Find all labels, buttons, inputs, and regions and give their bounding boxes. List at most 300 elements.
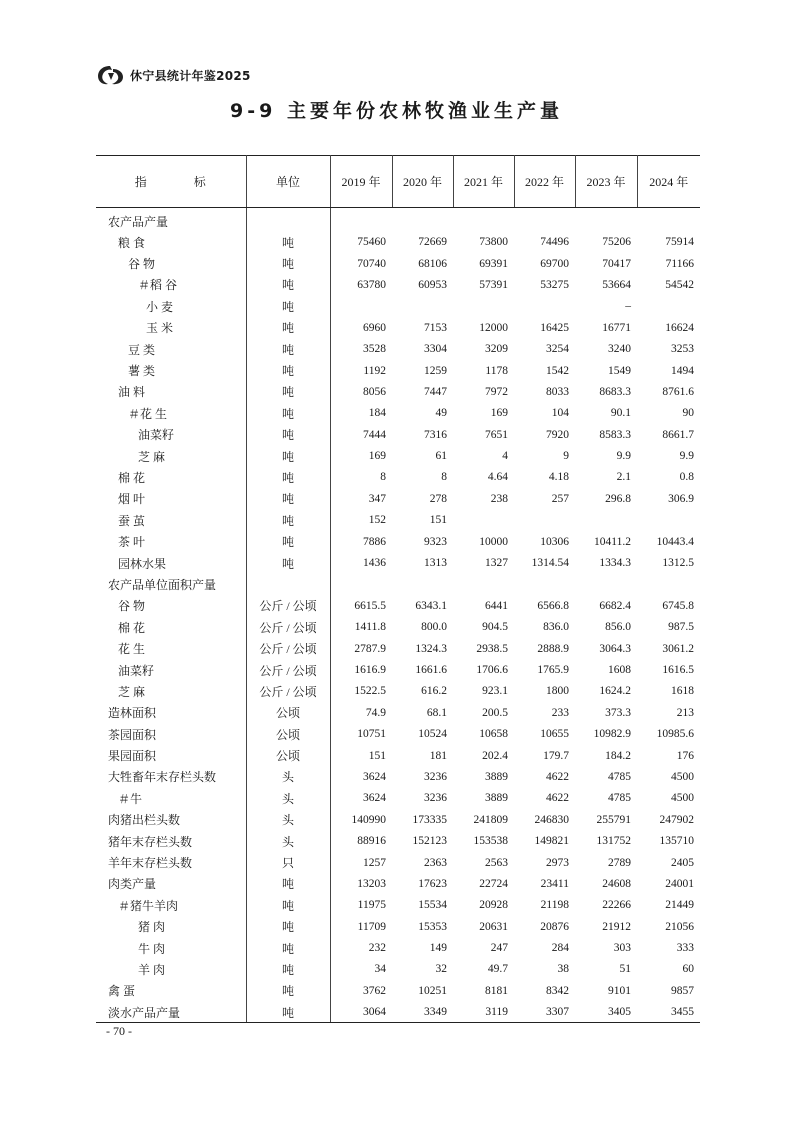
row-indicator: 棉 花 [118, 620, 146, 635]
value-cell: 2787.9 [354, 642, 386, 655]
row-indicator: 小 麦 [146, 299, 174, 314]
value-cell: 10751 [357, 728, 386, 741]
table-row [96, 531, 700, 552]
value-cell: 1616.5 [662, 664, 694, 676]
value-cell [453, 574, 514, 595]
value-cell: 4622 [546, 770, 569, 783]
value-cell: 4785 [608, 770, 631, 783]
row-unit: 吨 [246, 424, 330, 445]
value-cell: 149821 [534, 835, 569, 848]
value-cell: 3455 [637, 1002, 700, 1023]
value-cell: 72669 [418, 236, 447, 249]
value-cell: 11975 [357, 899, 386, 912]
table-row [96, 937, 700, 958]
value-cell: 69391 [479, 257, 508, 270]
row-indicator: 玉 米 [146, 321, 174, 336]
value-cell: 7886 [363, 535, 386, 548]
value-cell: 1624.2 [599, 685, 631, 698]
value-cell: 333 [676, 942, 694, 955]
value-cell: 8181 [485, 984, 508, 997]
value-cell: 3624 [363, 792, 386, 805]
row-indicator: ＃稻 谷 [138, 278, 178, 293]
table-row [96, 830, 700, 851]
value-cell: 246830 [534, 813, 569, 826]
table-row [96, 788, 700, 809]
value-cell [637, 296, 700, 317]
value-cell: 3236 [424, 792, 447, 805]
value-cell: 7447 [424, 385, 447, 398]
table-row [96, 852, 700, 873]
value-cell: 151 [429, 514, 447, 527]
value-cell: 4.18 [548, 471, 569, 484]
table-header-row [96, 156, 700, 208]
row-indicator: 猪 肉 [138, 920, 166, 935]
value-cell: 68.1 [426, 706, 447, 719]
row-unit: 吨 [246, 552, 330, 573]
header-year-2024: 2024 年 [637, 156, 700, 208]
value-cell: 2973 [546, 856, 569, 869]
header-year-2019: 2019 年 [330, 156, 392, 208]
value-cell [453, 208, 514, 232]
row-unit: 吨 [246, 510, 330, 531]
row-unit: 吨 [246, 274, 330, 295]
row-indicator: 花 生 [118, 642, 146, 657]
value-cell: 1334.3 [599, 557, 631, 570]
value-cell: 74.9 [365, 706, 386, 719]
value-cell: 68106 [418, 257, 447, 270]
value-cell [637, 510, 700, 531]
table-row [96, 360, 700, 381]
value-cell: 2405 [671, 856, 694, 869]
value-cell: 4 [502, 450, 508, 463]
row-unit: 头 [246, 766, 330, 787]
value-cell: 75460 [357, 236, 386, 249]
value-cell: 3307 [514, 1002, 575, 1023]
row-indicator: 谷 物 [128, 257, 156, 272]
row-indicator: 茶园面积 [108, 727, 157, 742]
value-cell: 836.0 [543, 621, 569, 634]
value-cell [330, 296, 392, 317]
row-indicator: 油菜籽 [118, 663, 155, 678]
row-indicator: 茶 叶 [118, 535, 146, 550]
row-unit: 吨 [246, 381, 330, 402]
value-cell: 9101 [608, 984, 631, 997]
value-cell: 184.2 [605, 749, 631, 762]
value-cell: 800.0 [421, 621, 447, 634]
value-cell: 284 [551, 942, 569, 955]
value-cell: 2563 [485, 856, 508, 869]
row-indicator: 蚕 茧 [118, 513, 146, 528]
row-unit: 吨 [246, 895, 330, 916]
value-cell [453, 296, 514, 317]
row-indicator: 农产品单位面积产量 [108, 577, 217, 592]
row-indicator: 肉猪出栏头数 [108, 813, 181, 828]
value-cell: 15534 [418, 899, 447, 912]
row-indicator: 粮 食 [118, 235, 146, 250]
value-cell: 1192 [363, 364, 386, 377]
value-cell: 70417 [602, 257, 631, 270]
value-cell: 140990 [351, 813, 386, 826]
row-indicator: 羊年末存栏头数 [108, 856, 193, 871]
value-cell: 53275 [540, 278, 569, 291]
value-cell [514, 574, 575, 595]
row-unit: 吨 [246, 445, 330, 466]
row-unit: 吨 [246, 937, 330, 958]
table-row [96, 338, 700, 359]
table-row [96, 381, 700, 402]
value-cell: 6343.1 [415, 599, 447, 612]
value-cell: 1618 [671, 685, 694, 698]
table-row [96, 552, 700, 573]
row-indicator: 棉 花 [118, 470, 146, 485]
value-cell [575, 510, 637, 531]
value-cell: 22266 [602, 899, 631, 912]
table-row [96, 638, 700, 659]
table-row [96, 895, 700, 916]
value-cell: 1522.5 [354, 685, 386, 698]
value-cell: 6745.8 [662, 599, 694, 612]
table-row [96, 424, 700, 445]
value-cell: 176 [676, 749, 694, 762]
table-row [96, 723, 700, 744]
value-cell: 1542 [546, 364, 569, 377]
row-unit: 吨 [246, 1002, 330, 1023]
row-unit [246, 208, 330, 232]
value-cell: 200.5 [482, 706, 508, 719]
value-cell: 7153 [424, 321, 447, 334]
value-cell [514, 296, 575, 317]
value-cell: 53664 [602, 278, 631, 291]
value-cell: 1257 [363, 856, 386, 869]
value-cell: 4785 [608, 792, 631, 805]
value-cell [575, 208, 637, 232]
value-cell: 88916 [357, 835, 386, 848]
row-indicator: 羊 肉 [138, 962, 166, 977]
value-cell: 24608 [602, 877, 631, 890]
value-cell: 1324.3 [415, 642, 447, 655]
value-cell [637, 574, 700, 595]
table-row [96, 916, 700, 937]
table-row [96, 510, 700, 531]
value-cell: 8583.3 [599, 428, 631, 441]
value-cell: 10655 [540, 728, 569, 741]
statistics-table [96, 155, 700, 1023]
table-row [96, 403, 700, 424]
value-cell: 1312.5 [662, 557, 694, 570]
table-row [96, 595, 700, 616]
header-unit: 单位 [246, 156, 330, 208]
value-cell: 3064 [330, 1002, 392, 1023]
table-row [96, 617, 700, 638]
value-cell: 16771 [602, 321, 631, 334]
value-cell: 3253 [671, 343, 694, 356]
row-indicator: 牛 肉 [138, 941, 166, 956]
row-unit: 吨 [246, 232, 330, 253]
value-cell: 90.1 [610, 407, 631, 420]
value-cell: 10000 [479, 535, 508, 548]
page-header [96, 62, 251, 88]
row-unit: 头 [246, 809, 330, 830]
header-year-2023: 2023 年 [575, 156, 637, 208]
table-row [96, 317, 700, 338]
header-indicator: 指 标 [96, 156, 246, 208]
value-cell: 3405 [575, 1002, 637, 1023]
value-cell: – [625, 300, 631, 313]
value-cell [514, 510, 575, 531]
value-cell: 2363 [424, 856, 447, 869]
value-cell: 10985.6 [656, 728, 694, 741]
value-cell: 7920 [546, 428, 569, 441]
value-cell: 2.1 [616, 471, 631, 484]
value-cell: 3349 [392, 1002, 453, 1023]
value-cell: 238 [490, 492, 508, 505]
row-unit: 吨 [246, 253, 330, 274]
value-cell: 169 [368, 450, 386, 463]
value-cell: 3624 [363, 770, 386, 783]
row-unit: 公斤 / 公顷 [246, 659, 330, 680]
value-cell: 169 [490, 407, 508, 420]
value-cell: 6566.8 [537, 599, 569, 612]
table-row [96, 745, 700, 766]
value-cell: 151 [368, 749, 386, 762]
value-cell: 69700 [540, 257, 569, 270]
value-cell: 4.64 [487, 471, 508, 484]
header-year-2022: 2022 年 [514, 156, 575, 208]
value-cell: 60 [682, 963, 694, 976]
value-cell: 57391 [479, 278, 508, 291]
value-cell: 152123 [412, 835, 447, 848]
row-unit: 公顷 [246, 702, 330, 723]
row-unit: 头 [246, 788, 330, 809]
row-unit [246, 574, 330, 595]
table-row [96, 467, 700, 488]
table-row [96, 766, 700, 787]
row-unit: 公斤 / 公顷 [246, 595, 330, 616]
table-body [96, 208, 700, 1023]
row-indicator: 肉类产量 [108, 877, 157, 892]
value-cell: 9.9 [679, 450, 694, 463]
row-unit: 吨 [246, 531, 330, 552]
value-cell: 153538 [473, 835, 508, 848]
value-cell: 1314.54 [531, 557, 569, 570]
value-cell [392, 574, 453, 595]
value-cell: 104 [551, 407, 569, 420]
value-cell: 90 [682, 407, 694, 420]
value-cell: 7444 [363, 428, 386, 441]
value-cell: 278 [429, 492, 447, 505]
header-year-2020: 2020 年 [392, 156, 453, 208]
table-row [96, 681, 700, 702]
row-unit: 吨 [246, 467, 330, 488]
row-unit: 公斤 / 公顷 [246, 681, 330, 702]
table-row [96, 873, 700, 894]
value-cell: 184 [368, 407, 386, 420]
value-cell: 3064.3 [599, 642, 631, 655]
value-cell: 61 [435, 450, 447, 463]
value-cell: 3209 [485, 343, 508, 356]
value-cell: 49 [435, 407, 447, 420]
table-row [96, 232, 700, 253]
value-cell: 1327 [485, 557, 508, 570]
page-number: - 70 - [106, 1024, 132, 1038]
value-cell: 6682.4 [599, 599, 631, 612]
value-cell: 8342 [546, 984, 569, 997]
value-cell: 54542 [665, 278, 694, 291]
value-cell: 202.4 [482, 749, 508, 762]
value-cell: 1765.9 [537, 664, 569, 676]
row-unit: 吨 [246, 916, 330, 937]
value-cell [392, 208, 453, 232]
value-cell: 987.5 [668, 621, 694, 634]
value-cell: 15353 [418, 920, 447, 933]
value-cell: 8033 [546, 385, 569, 398]
row-unit: 头 [246, 830, 330, 851]
value-cell: 3528 [363, 343, 386, 356]
value-cell: 3889 [485, 792, 508, 805]
value-cell: 9857 [671, 984, 694, 997]
value-cell: 9 [563, 450, 569, 463]
value-cell: 3762 [363, 984, 386, 997]
value-cell: 373.3 [605, 706, 631, 719]
value-cell: 247902 [659, 813, 694, 826]
value-cell: 7651 [485, 428, 508, 441]
value-cell: 75914 [665, 236, 694, 249]
value-cell: 233 [551, 706, 569, 719]
value-cell: 8683.3 [599, 385, 631, 398]
value-cell: 173335 [412, 813, 447, 826]
row-indicator: 造林面积 [108, 706, 157, 721]
value-cell: 8056 [363, 385, 386, 398]
value-cell: 51 [619, 963, 631, 976]
value-cell: 1616.9 [354, 664, 386, 676]
value-cell: 616.2 [421, 685, 447, 698]
value-cell: 73800 [479, 236, 508, 249]
value-cell: 21912 [602, 920, 631, 933]
value-cell: 241809 [473, 813, 508, 826]
value-cell: 20876 [540, 920, 569, 933]
row-indicator: 谷 物 [118, 599, 146, 614]
value-cell: 16624 [665, 321, 694, 334]
value-cell: 1608 [608, 664, 631, 676]
row-indicator: ＃牛 [118, 791, 143, 806]
table-row [96, 296, 700, 317]
value-cell: 923.1 [482, 685, 508, 698]
value-cell: 74496 [540, 236, 569, 249]
value-cell: 1549 [608, 364, 631, 377]
row-indicator: 烟 叶 [118, 492, 146, 507]
value-cell: 10524 [418, 728, 447, 741]
value-cell: 255791 [596, 813, 631, 826]
value-cell: 63780 [357, 278, 386, 291]
value-cell: 1313 [424, 557, 447, 570]
value-cell: 213 [676, 706, 694, 719]
value-cell: 1411.8 [354, 621, 386, 634]
row-indicator: 芝 麻 [118, 684, 146, 699]
row-unit: 吨 [246, 403, 330, 424]
value-cell [514, 208, 575, 232]
value-cell: 1661.6 [415, 664, 447, 676]
value-cell: 17623 [418, 877, 447, 890]
value-cell: 6960 [363, 321, 386, 334]
value-cell: 1706.6 [476, 664, 508, 676]
value-cell: 1800 [546, 685, 569, 698]
value-cell: 60953 [418, 278, 447, 291]
value-cell: 3889 [485, 770, 508, 783]
value-cell: 20928 [479, 899, 508, 912]
value-cell: 75206 [602, 236, 631, 249]
value-cell: 3304 [424, 343, 447, 356]
value-cell: 3240 [608, 343, 631, 356]
value-cell [330, 208, 392, 232]
value-cell: 4500 [671, 770, 694, 783]
value-cell: 10251 [418, 984, 447, 997]
row-unit: 只 [246, 852, 330, 873]
value-cell: 3061.2 [662, 642, 694, 655]
value-cell: 135710 [659, 835, 694, 848]
table-row [96, 980, 700, 1001]
row-indicator: 淡水产品产量 [96, 1002, 246, 1023]
value-cell: 232 [368, 942, 386, 955]
value-cell: 247 [490, 942, 508, 955]
value-cell: 181 [429, 749, 447, 762]
table-row [96, 445, 700, 466]
value-cell: 152 [368, 514, 386, 527]
value-cell: 10306 [540, 535, 569, 548]
value-cell: 6441 [485, 599, 508, 612]
table-row [96, 1002, 700, 1023]
row-unit: 吨 [246, 980, 330, 1001]
value-cell: 2888.9 [537, 642, 569, 655]
yearbook-logo-icon [96, 63, 126, 87]
value-cell: 23411 [540, 877, 569, 890]
value-cell: 3119 [453, 1002, 514, 1023]
value-cell: 3254 [546, 343, 569, 356]
value-cell [637, 208, 700, 232]
value-cell: 1436 [363, 557, 386, 570]
value-cell: 8661.7 [662, 428, 694, 441]
row-unit: 公斤 / 公顷 [246, 638, 330, 659]
value-cell: 21449 [665, 899, 694, 912]
row-unit: 吨 [246, 296, 330, 317]
value-cell: 296.8 [605, 492, 631, 505]
table-row [96, 253, 700, 274]
value-cell: 2789 [608, 856, 631, 869]
row-indicator: ＃猪牛羊肉 [118, 898, 179, 913]
value-cell: 257 [551, 492, 569, 505]
row-unit: 吨 [246, 360, 330, 381]
header-year-2021: 2021 年 [453, 156, 514, 208]
value-cell: 179.7 [543, 749, 569, 762]
value-cell: 856.0 [605, 621, 631, 634]
row-unit: 公顷 [246, 723, 330, 744]
row-indicator: 豆 类 [128, 342, 156, 357]
value-cell: 71166 [665, 257, 694, 270]
table-row [96, 959, 700, 980]
row-indicator: 猪年末存栏头数 [108, 834, 193, 849]
value-cell: 9.9 [616, 450, 631, 463]
value-cell: 2938.5 [476, 642, 508, 655]
value-cell: 34 [374, 963, 386, 976]
row-unit: 公顷 [246, 745, 330, 766]
value-cell: 6615.5 [354, 599, 386, 612]
value-cell: 32 [435, 963, 447, 976]
value-cell: 10443.4 [656, 535, 694, 548]
value-cell [330, 574, 392, 595]
value-cell: 1259 [424, 364, 447, 377]
table-row [96, 809, 700, 830]
row-indicator: ＃花 生 [128, 406, 168, 421]
page-title: 9-9 主要年份农林牧渔业生产量 [230, 100, 563, 122]
